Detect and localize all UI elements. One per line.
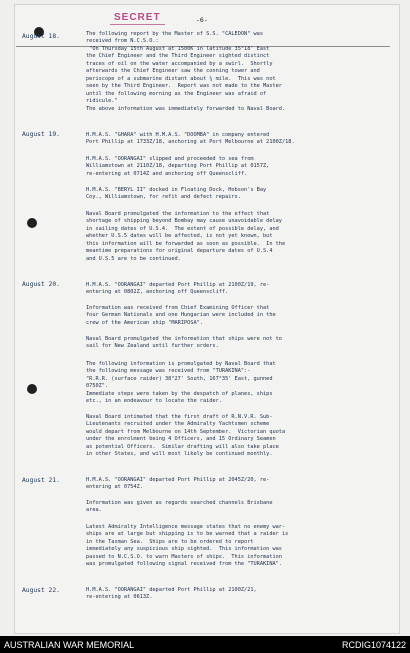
entry-date: August 21. — [22, 477, 60, 484]
entry-paragraph: H.M.A.S. "BERYL II" docked in Floating Dock, Hobson's Bay Coy., Williamstown, for refit and defect repairs. — [86, 187, 267, 201]
entry-paragraph: Naval Board promulgated the information that ships were not to sail for New Zealand until further orders. — [86, 336, 282, 350]
entry-date: August 19. — [22, 131, 60, 138]
entry-paragraph: H.M.A.S. "OORANGAI" departed Port Phillip at 2045Z/20, re- entering at 0754Z. — [86, 477, 270, 491]
entry-paragraph: Information was given as regards searched channels Brisbane area. — [86, 500, 273, 514]
entry-date: August 20. — [22, 281, 60, 288]
entry-date: August 18. — [22, 33, 60, 40]
footer-record-id: RCDIG1074122 — [341, 640, 406, 650]
entry-paragraph: Latest Admiralty Intelligence message states that no enemy war- ships are at large but shipping is to be warned that a raider is in the Tasman Sea. Ships are to be ordered to report immediately any suspicious ship sighted. This information was passed to N.C.S.O. to warn Masters of ships. This information was promulgated following signal received from the "TURAKINA". — [86, 524, 289, 568]
entry-date: August 22. — [22, 587, 60, 594]
entry-paragraph: The following report by the Master of S.S. "CALEDON" was received from N.C.S.O.: "On Thursday 15th August at 1500K in latitude 35°18' East the Chief Engineer and the Third Engineer sighted distinct traces of oil on the water accompanied by a swirl. Shortly afterwards the Chief Engineer saw the conning tower and periscope of a submarine distant about ¼ mile. This was not seen by the Third Engineer. Report was not made to the Master until the following morning as the Engineer was afraid of ridicule." The above information was immediately forwarded to Naval Board. — [86, 31, 286, 112]
archive-footer — [0, 636, 410, 653]
footer-institution: AUSTRALIAN WAR MEMORIAL — [4, 640, 135, 650]
page-number: -6- — [196, 16, 208, 24]
entry-paragraph: H.M.A.S. "OORANGAI" departed Port Phillip at 2100Z/19, re- entering at 0802Z, anchoring off Queenscliff. — [86, 282, 270, 296]
entry-paragraph: H.M.A.S. "GHARA" with H.M.A.S. "DOOMBA" in company entered Port Phillip at 1733Z/18, anchoring at Port Melbourne at 2100Z/18. — [86, 132, 295, 146]
punch-hole-middle — [27, 218, 37, 228]
entry-paragraph: Naval Board promulgated the information to the effect that shortage of shipping beyond Bombay may cause unavoidable delay in sailing dates of U.S.4. The extent of possible delay, and whether U.S.5 dates will be affected, is not yet known, but this information will be forwarded as soon as possible. In the meantime preparations for original departure dates of U.S.4 and U.S.5 are to be continued. — [86, 211, 286, 262]
secret-stamp: SECRET — [110, 12, 165, 25]
entry-paragraph: Naval Board intimated that the first draft of R.N.V.R. Sub- Lieutenants recruited under the Admiralty Yachtsmen scheme would depart from Melbourne on 14th September. Victorian quota under the enrolment being 4 Officers, and 15 Ordinary Seamen as potential Officers. Similar drafting will also take place in other States, and will most likely be continued monthly. — [86, 414, 286, 458]
punch-hole-bottom — [27, 384, 37, 394]
entry-paragraph: The following information is promulgated by Naval Board that the following message was received from "TURAKINA":- "R.R.R. (surface raider) 38°27' South, 167°35' East, gunned 0750Z". Immediate steps were taken by the despatch of planes, ships etc., in an endeavour to locate the raider. — [86, 361, 276, 405]
entry-paragraph: H.M.A.S. "OORANGAI" departed Port Phillip at 2100Z/21, re-entering at 0613Z. — [86, 587, 257, 601]
entry-paragraph: Information was received from Chief Examining Officer that four German Nationals and one Hungarian were included in the crew of the American ship "MARIPOSA". — [86, 305, 276, 326]
entry-paragraph: H.M.A.S. "OORANGAI" slipped and proceeded to sea from Williamstown at 2110Z/18, departing Port Phillip at 0157Z, re-entering at 0714Z and anchoring off Queenscliff. — [86, 156, 270, 177]
